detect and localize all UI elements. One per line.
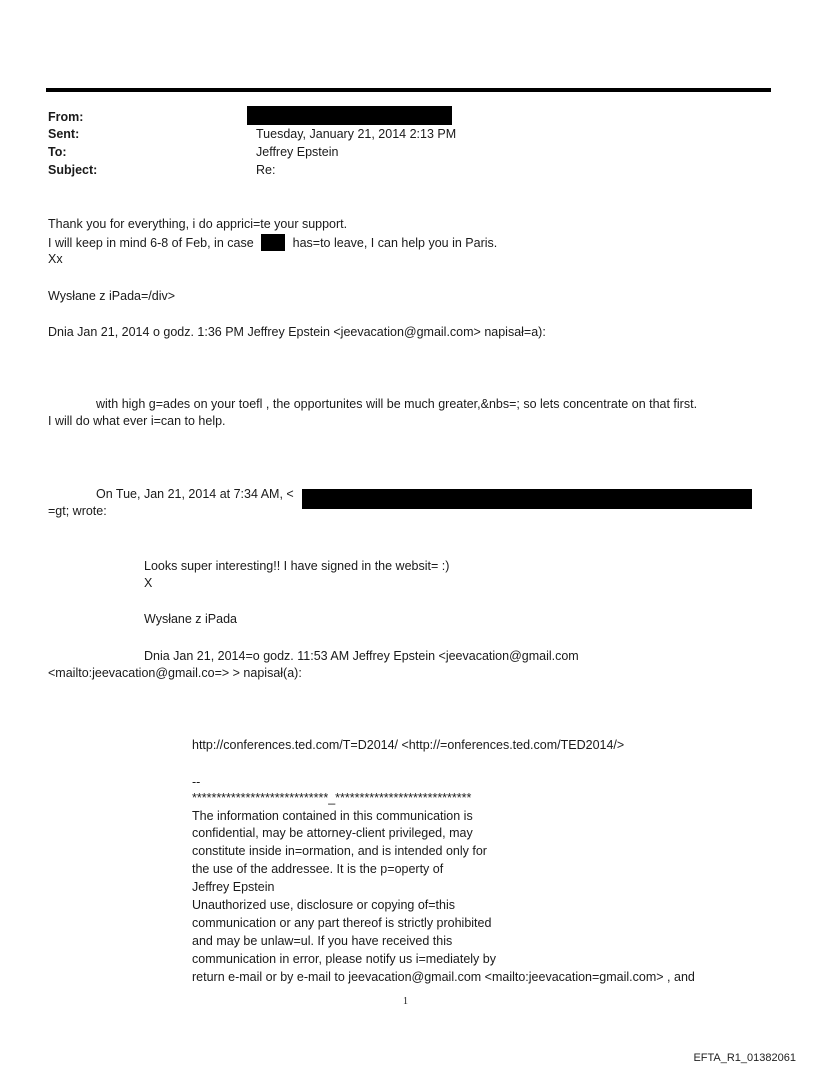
- quoted-header: <mailto:jeevacation@gmail.co=> > napisał(a):: [48, 666, 302, 680]
- bates-id: EFTA_R1_01382061: [693, 1052, 796, 1064]
- link-line: http://conferences.ted.com/T=D2014/ <http://=onferences.ted.com/TED2014/>: [192, 738, 625, 752]
- quoted-header: On Tue, Jan 21, 2014 at 7:34 AM, <: [96, 487, 294, 501]
- from-label: From:: [48, 110, 84, 124]
- to-label: To:: [48, 145, 67, 159]
- quoted-header: Dnia Jan 21, 2014=o godz. 11:53 AM Jeffrey Epstein <jeevacation@gmail.com: [144, 649, 579, 663]
- redacted-sender: [247, 106, 452, 125]
- body-line: Looks super interesting!! I have signed in the websit= :): [144, 559, 450, 573]
- header-rule: [46, 88, 771, 92]
- sent-label: Sent:: [48, 127, 80, 141]
- body-line: X: [144, 576, 153, 590]
- disclaimer-line: communication or any part thereof is strictly prohibited: [192, 916, 492, 930]
- subject-label: Subject:: [48, 163, 98, 177]
- to-value: Jeffrey Epstein: [256, 145, 339, 159]
- body-line: Thank you for everything, i do apprici=te your support.: [48, 217, 348, 231]
- redacted-name: [261, 234, 285, 251]
- body-line: Wysłane z iPada=/div>: [48, 289, 176, 303]
- sent-value: Tuesday, January 21, 2014 2:13 PM: [256, 127, 457, 141]
- disclaimer-line: Unauthorized use, disclosure or copying of=this: [192, 898, 455, 912]
- page-number: 1: [403, 996, 408, 1007]
- disclaimer-line: Jeffrey Epstein: [192, 880, 275, 894]
- quoted-header: Dnia Jan 21, 2014 o godz. 1:36 PM Jeffrey Epstein <jeevacation@gmail.com> napisał=a):: [48, 325, 546, 339]
- body-line: with high g=ades on your toefl , the opportunites will be much greater,&nbs=; so lets concentrate on that first.: [96, 397, 698, 411]
- disclaimer-line: confidential, may be attorney-client privileged, may: [192, 826, 473, 840]
- redacted-email: [302, 489, 752, 509]
- quoted-header: =gt; wrote:: [48, 504, 107, 518]
- body-line-part: has=to leave, I can help you in Paris.: [292, 236, 498, 250]
- body-line-part: I will keep in mind 6-8 of Feb, in case: [48, 236, 254, 250]
- disclaimer-line: constitute inside in=ormation, and is intended only for: [192, 844, 487, 858]
- disclaimer-line: and may be unlaw=ul. If you have received this: [192, 934, 453, 948]
- disclaimer-line: The information contained in this communication is: [192, 809, 473, 823]
- body-line: Xx: [48, 252, 63, 266]
- asterisk-divider: ****************************_****************************: [192, 791, 472, 805]
- signature-separator: --: [192, 775, 201, 789]
- body-line: Wysłane z iPada: [144, 612, 237, 626]
- subject-value: Re:: [256, 163, 276, 177]
- disclaimer-line: the use of the addressee. It is the p=operty of: [192, 862, 444, 876]
- disclaimer-line: return e-mail or by e-mail to jeevacation@gmail.com <mailto:jeevacation=gmail.com> , and: [192, 970, 695, 984]
- body-line: [48, 234, 497, 252]
- disclaimer-line: communication in error, please notify us i=mediately by: [192, 952, 496, 966]
- body-line: I will do what ever i=can to help.: [48, 414, 226, 428]
